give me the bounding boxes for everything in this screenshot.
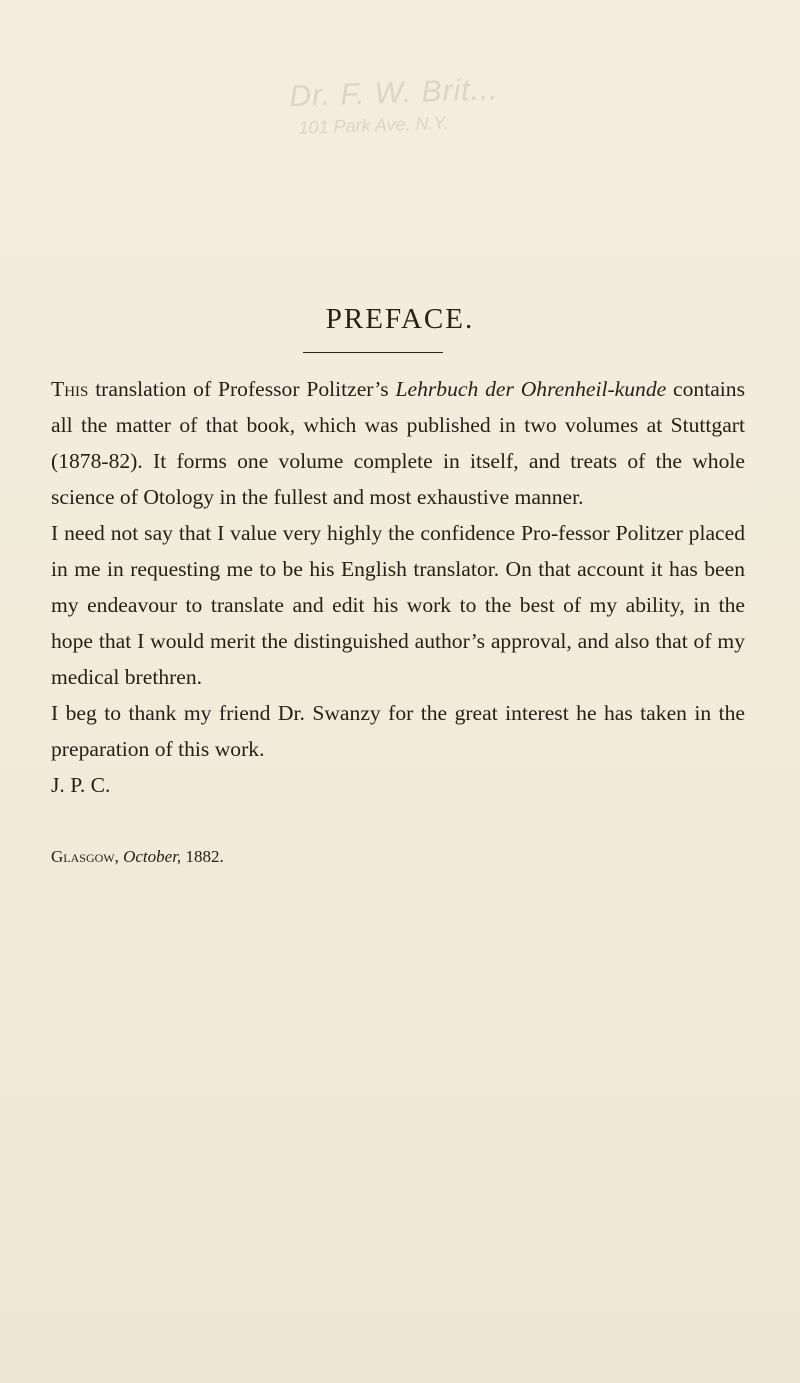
place-year: 1882. [181, 847, 224, 866]
owner-stamp [259, 67, 562, 157]
place-date [51, 847, 224, 867]
paragraph-3: I beg to thank my friend Dr. Swanzy for the great interest he has taken in the preparation of this work. [51, 701, 745, 761]
paragraph-1-lead: This [51, 377, 89, 401]
paragraph-1 [51, 371, 745, 515]
stamp-name: Dr. F. W. Brit... [288, 72, 500, 114]
place-city: Glasgow, [51, 847, 119, 866]
book-title: Lehrbuch der Ohrenheil-kunde [395, 377, 667, 401]
paragraph-1-text-b: contains all the matter of that book, which was published in two volumes at Stuttgart (1878-82). It forms one volume complete in itself, and treats of the whole science of Otology in the fullest and most exhaustive manner. [51, 377, 745, 509]
signature-initials: J. P. C. [51, 773, 111, 797]
place-month: October, [123, 847, 182, 866]
preface-body [51, 371, 745, 803]
title-rule [303, 352, 443, 353]
page-title: PREFACE. [325, 303, 475, 335]
paragraph-1-text-a: translation of Professor Politzer’s [88, 377, 396, 401]
paragraph-2: I need not say that I value very highly the confidence Pro-fessor Politzer placed in me in requesting me to be his English translator. On that account it has been my endeavour to translate and edit his work to the best of my ability, in the hope that I would merit the distinguished author’s approval, and also that of my medical brethren. [51, 521, 745, 689]
stamp-address: 101 Park Ave, N.Y. [298, 112, 450, 138]
